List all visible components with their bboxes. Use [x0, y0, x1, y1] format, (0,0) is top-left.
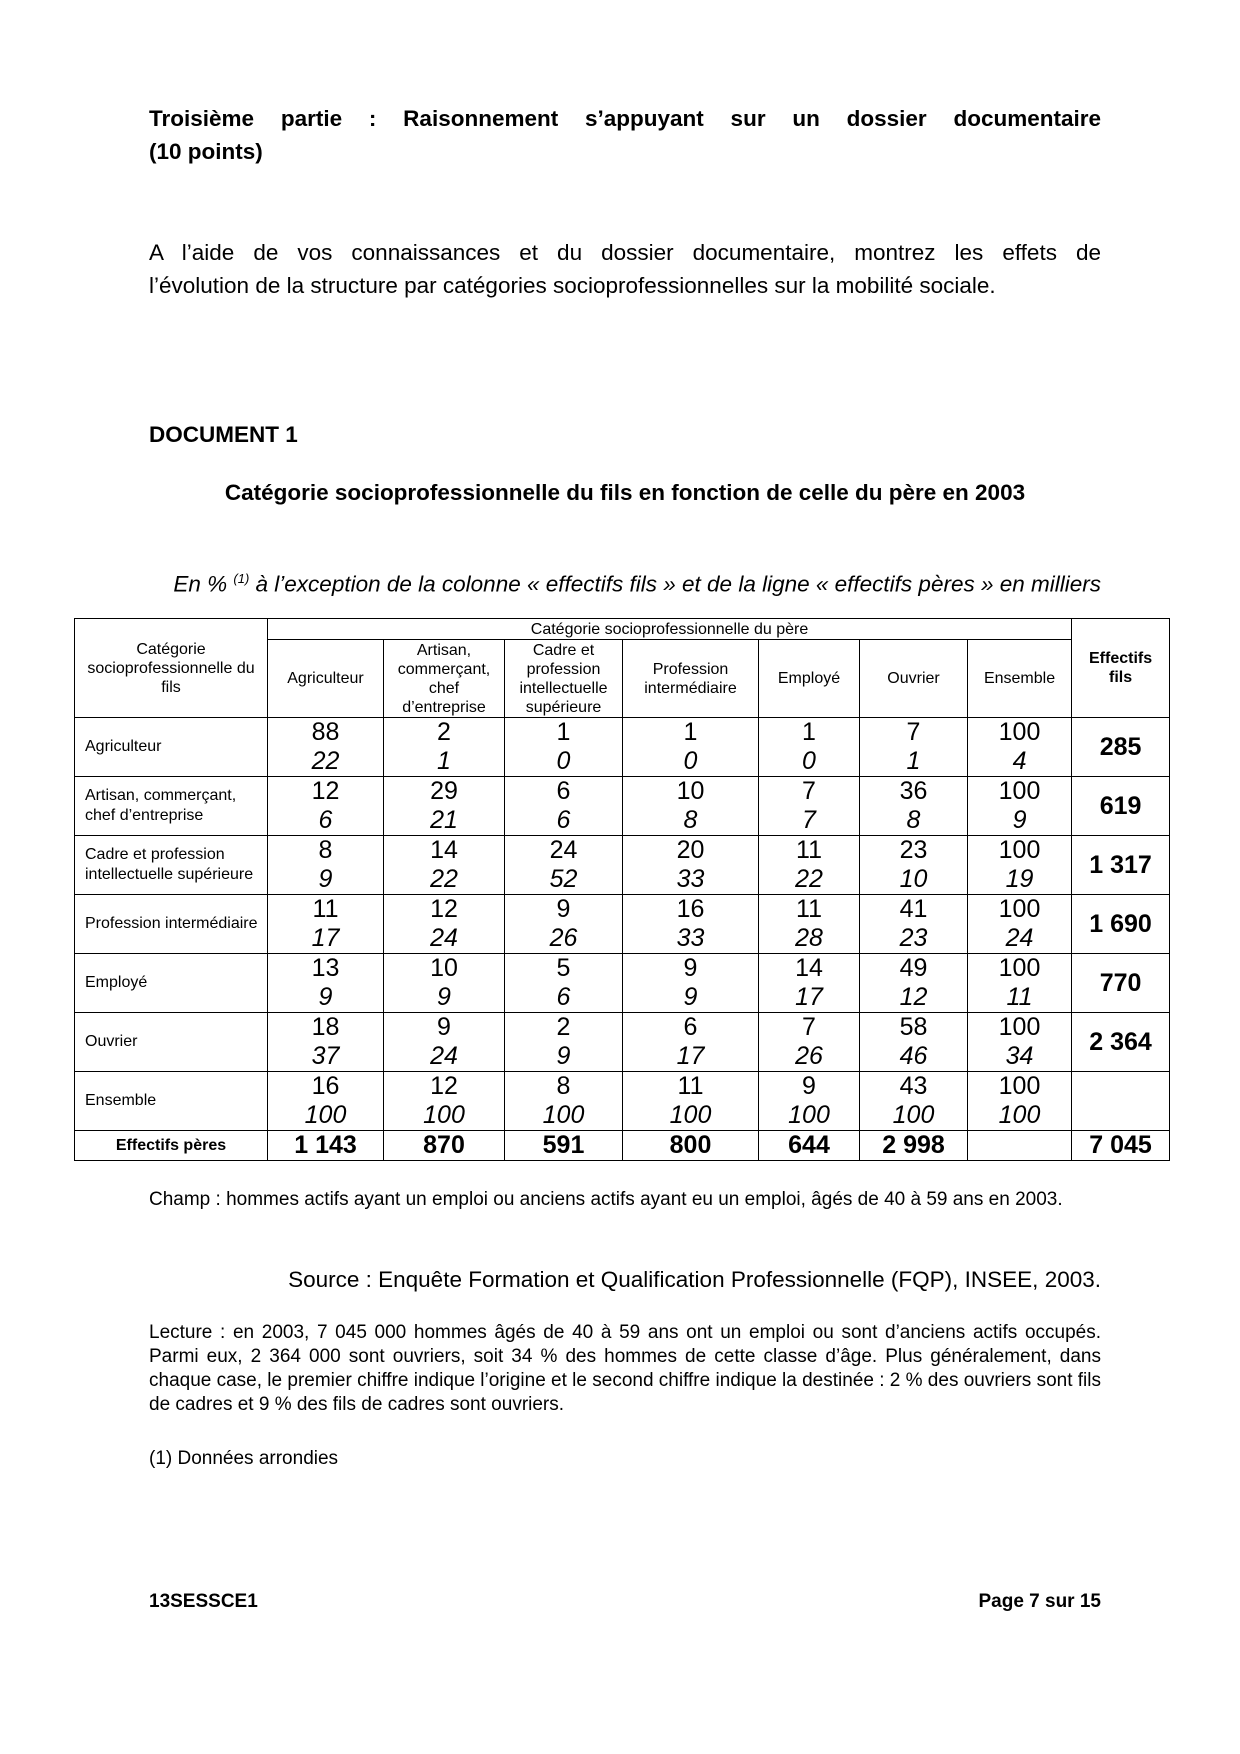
origine-value: 23	[899, 836, 928, 864]
table-cell	[623, 1013, 759, 1072]
table-cell	[968, 836, 1072, 895]
origine-value: 100	[998, 895, 1041, 923]
origine-value: 10	[430, 954, 458, 982]
table-cell	[384, 1013, 505, 1072]
destinee-value: 6	[318, 806, 333, 834]
table-cell	[384, 895, 505, 954]
table-cell	[384, 777, 505, 836]
origine-value: 100	[998, 1013, 1041, 1041]
destinee-value: 22	[795, 865, 823, 893]
table-cell	[860, 1072, 968, 1131]
origine-value: 9	[437, 1013, 451, 1041]
table-cell	[759, 718, 860, 777]
table-cell	[505, 777, 623, 836]
table-cell	[384, 954, 505, 1013]
table-cell	[968, 1013, 1072, 1072]
footnote: (1) Données arrondies	[149, 1448, 339, 1469]
table-cell	[968, 895, 1072, 954]
table-cell	[268, 718, 384, 777]
origine-value: 9	[556, 895, 571, 923]
origine-value: 36	[899, 777, 928, 805]
table-cell	[759, 777, 860, 836]
destinee-value: 0	[683, 747, 698, 775]
effectifs-fils-value: 2 364	[1072, 1013, 1170, 1072]
question-line-2: l’évolution de la structure par catégories socioprofessionnelles sur la mobilité sociale.	[149, 273, 996, 298]
table-cell	[860, 954, 968, 1013]
destinee-value: 23	[899, 924, 928, 952]
destinee-value: 21	[430, 806, 458, 834]
origine-value: 24	[549, 836, 578, 864]
table-cell	[384, 836, 505, 895]
column-header: Agriculteur	[268, 640, 384, 718]
destinee-value: 17	[311, 924, 340, 952]
origine-value: 58	[899, 1013, 928, 1041]
table-cell	[623, 777, 759, 836]
table-row	[75, 895, 1170, 954]
destinee-value: 19	[1005, 865, 1034, 893]
destinee-value: 33	[676, 924, 705, 952]
table-cell	[623, 836, 759, 895]
table-cell	[860, 836, 968, 895]
destinee-value: 100	[669, 1101, 712, 1129]
destinee-value: 24	[1005, 924, 1034, 952]
destinee-value: 100	[423, 1101, 465, 1129]
table-cell	[860, 1013, 968, 1072]
effectifs-peres-value: 1 143	[268, 1131, 384, 1161]
origine-value: 100	[998, 1072, 1041, 1100]
origine-value: 100	[998, 836, 1041, 864]
table-cell	[268, 895, 384, 954]
origine-value: 10	[676, 777, 705, 805]
table-cell	[384, 718, 505, 777]
destinee-value: 22	[430, 865, 458, 893]
table-row	[75, 836, 1170, 895]
destinee-value: 1	[906, 747, 921, 775]
table-row	[75, 777, 1170, 836]
subtitle-suffix: à l’exception de la colonne « effectifs fils » et de la ligne « effectifs pères » en milliers	[249, 571, 1101, 597]
origine-value: 12	[311, 777, 340, 805]
row-label: Ensemble	[75, 1072, 268, 1131]
destinee-value: 52	[549, 865, 578, 893]
destinee-value: 4	[1012, 747, 1027, 775]
effectifs-fils-value	[1072, 1072, 1170, 1131]
column-header: Profession intermédiaire	[623, 640, 759, 718]
table-cell	[505, 1072, 623, 1131]
table-cell	[623, 718, 759, 777]
table-cell	[268, 954, 384, 1013]
effectifs-total: 7 045	[1072, 1131, 1170, 1161]
effectifs-fils-value: 770	[1072, 954, 1170, 1013]
row-header: Catégorie socioprofessionnelle du fils	[75, 619, 268, 718]
table-cell	[860, 718, 968, 777]
origine-value: 14	[430, 836, 458, 864]
effectifs-peres-value: 870	[384, 1131, 505, 1161]
table-cell	[268, 1013, 384, 1072]
footer-page-number: Page 7 sur 15	[978, 1591, 1101, 1612]
destinee-value: 9	[318, 865, 333, 893]
table-cell	[759, 895, 860, 954]
effectifs-peres-value: 644	[759, 1131, 860, 1161]
origine-value: 9	[802, 1072, 816, 1100]
table-row	[75, 1013, 1170, 1072]
destinee-value: 100	[892, 1101, 935, 1129]
origine-value: 11	[677, 1072, 704, 1100]
table-cell	[759, 1072, 860, 1131]
section-points: (10 points)	[149, 139, 263, 164]
origine-value: 12	[430, 895, 458, 923]
table-cell	[505, 718, 623, 777]
column-header: Ensemble	[968, 640, 1072, 718]
origine-value: 11	[312, 895, 339, 923]
row-label: Ouvrier	[75, 1013, 268, 1072]
table-cell	[623, 895, 759, 954]
destinee-value: 7	[802, 806, 816, 834]
destinee-value: 26	[795, 1042, 823, 1070]
origine-value: 1	[683, 718, 698, 746]
destinee-value: 9	[683, 983, 698, 1011]
table-row	[75, 1072, 1170, 1131]
destinee-value: 9	[318, 983, 333, 1011]
table-cell	[268, 836, 384, 895]
effectifs-peres-label: Effectifs pères	[75, 1131, 268, 1161]
mobility-table	[74, 618, 1170, 1161]
destinee-value: 0	[556, 747, 571, 775]
origine-value: 6	[683, 1013, 698, 1041]
lecture-note: Lecture : en 2003, 7 045 000 hommes âgés de 40 à 59 ans ont un emploi ou sont d’anciens actifs occupés. Parmi eux, 2 364 000 sont ouvriers, soit 34 % des hommes de cette classe d’âge. Plus généralement, dans chaque case, le premier chiffre indique l’origine et le second chiffre indique la destinée : 2 % des ouvriers sont fils de cadres et 9 % des fils de cadres sont ouvriers.	[149, 1322, 1101, 1415]
origine-value: 20	[676, 836, 705, 864]
table-cell	[268, 1072, 384, 1131]
effectifs-fils-value: 619	[1072, 777, 1170, 836]
table-cell	[860, 777, 968, 836]
origine-value: 16	[311, 1072, 340, 1100]
destinee-value: 34	[1005, 1042, 1034, 1070]
effectifs-peres-row	[75, 1131, 1170, 1161]
destinee-value: 9	[1012, 806, 1027, 834]
table-row	[75, 954, 1170, 1013]
table-cell	[505, 1013, 623, 1072]
document-title: Catégorie socioprofessionnelle du fils en fonction de celle du père en 2003	[224, 480, 1026, 505]
origine-value: 1	[802, 718, 816, 746]
origine-value: 6	[556, 777, 571, 805]
destinee-value: 33	[676, 865, 705, 893]
destinee-value: 6	[556, 806, 571, 834]
table-cell	[505, 954, 623, 1013]
origine-value: 12	[430, 1072, 458, 1100]
origine-value: 41	[899, 895, 928, 923]
effectifs-peres-value: 800	[623, 1131, 759, 1161]
destinee-value: 22	[311, 747, 340, 775]
table-cell	[968, 1072, 1072, 1131]
origine-value: 9	[683, 954, 698, 982]
table-cell	[623, 954, 759, 1013]
table-cell	[268, 777, 384, 836]
origine-value: 8	[318, 836, 333, 864]
origine-value: 13	[311, 954, 340, 982]
destinee-value: 24	[430, 924, 458, 952]
document-label: DOCUMENT 1	[149, 422, 298, 447]
column-header: Ouvrier	[860, 640, 968, 718]
origine-value: 100	[998, 777, 1041, 805]
table-subtitle	[149, 562, 1101, 601]
table-cell	[384, 1072, 505, 1131]
column-header: Employé	[759, 640, 860, 718]
effectifs-peres-value	[968, 1131, 1072, 1161]
origine-value: 7	[802, 777, 816, 805]
origine-value: 14	[795, 954, 823, 982]
effectifs-fils-value: 285	[1072, 718, 1170, 777]
origine-value: 18	[311, 1013, 340, 1041]
destinee-value: 100	[304, 1101, 347, 1129]
origine-value: 2	[556, 1013, 571, 1041]
destinee-value: 9	[556, 1042, 571, 1070]
section-heading: Troisième partie : Raisonnement s’appuyant sur un dossier documentaire	[149, 106, 1101, 131]
table-cell	[759, 954, 860, 1013]
table-cell	[968, 954, 1072, 1013]
origine-value: 43	[899, 1072, 928, 1100]
origine-value: 100	[998, 718, 1041, 746]
footer-code: 13SESSCE1	[149, 1591, 258, 1612]
origine-value: 11	[796, 895, 822, 923]
table-cell	[968, 777, 1072, 836]
subtitle-footnote-ref: (1)	[233, 571, 250, 586]
origine-value: 100	[998, 954, 1041, 982]
table-cell	[968, 718, 1072, 777]
destinee-value: 9	[437, 983, 451, 1011]
origine-value: 29	[430, 777, 458, 805]
destinee-value: 8	[906, 806, 921, 834]
origine-value: 7	[906, 718, 921, 746]
source-note: Source : Enquête Formation et Qualification Professionnelle (FQP), INSEE, 2003.	[288, 1267, 1101, 1292]
table-row	[75, 718, 1170, 777]
origine-value: 8	[556, 1072, 571, 1100]
row-label: Artisan, commerçant, chef d’entreprise	[75, 777, 268, 836]
destinee-value: 10	[899, 865, 928, 893]
effectifs-peres-value: 2 998	[860, 1131, 968, 1161]
table-cell	[860, 895, 968, 954]
champ-note: Champ : hommes actifs ayant un emploi ou anciens actifs ayant eu un emploi, âgés de 40 à 59 ans en 2003.	[149, 1189, 1063, 1210]
destinee-value: 24	[430, 1042, 458, 1070]
question-line-1: A l’aide de vos connaissances et du dossier documentaire, montrez les effets de	[149, 240, 1101, 265]
destinee-value: 6	[556, 983, 571, 1011]
table-cell	[505, 836, 623, 895]
destinee-value: 100	[998, 1101, 1041, 1129]
origine-value: 2	[437, 718, 451, 746]
destinee-value: 37	[311, 1042, 340, 1070]
destinee-value: 8	[683, 806, 698, 834]
origine-value: 1	[556, 718, 571, 746]
origine-value: 7	[802, 1013, 816, 1041]
group-header: Catégorie socioprofessionnelle du père	[268, 619, 1072, 640]
destinee-value: 46	[899, 1042, 928, 1070]
destinee-value: 28	[795, 924, 823, 952]
row-label: Profession intermédiaire	[75, 895, 268, 954]
column-header: Cadre et profession intellectuelle supérieure	[505, 640, 623, 718]
row-label: Employé	[75, 954, 268, 1013]
origine-value: 49	[899, 954, 928, 982]
destinee-value: 0	[802, 747, 816, 775]
effectifs-fils-value: 1 690	[1072, 895, 1170, 954]
destinee-value: 17	[795, 983, 823, 1011]
destinee-value: 12	[899, 983, 928, 1011]
destinee-value: 100	[788, 1101, 830, 1129]
table-cell	[759, 836, 860, 895]
origine-value: 11	[796, 836, 822, 864]
origine-value: 5	[556, 954, 571, 982]
origine-value: 88	[311, 718, 340, 746]
subtitle-prefix: En %	[173, 571, 234, 597]
destinee-value: 26	[549, 924, 578, 952]
origine-value: 16	[676, 895, 705, 923]
destinee-value: 17	[676, 1042, 705, 1070]
column-header: Artisan, commerçant, chef d’entreprise	[384, 640, 505, 718]
row-label: Cadre et profession intellectuelle supérieure	[75, 836, 268, 895]
effectifs-fils-value: 1 317	[1072, 836, 1170, 895]
row-label: Agriculteur	[75, 718, 268, 777]
destinee-value: 1	[437, 747, 451, 775]
destinee-value: 11	[1006, 983, 1033, 1011]
effectifs-peres-value: 591	[505, 1131, 623, 1161]
destinee-value: 100	[542, 1101, 585, 1129]
table-cell	[505, 895, 623, 954]
effectifs-fils-header: Effectifs fils	[1072, 619, 1170, 718]
table-cell	[623, 1072, 759, 1131]
table-cell	[759, 1013, 860, 1072]
